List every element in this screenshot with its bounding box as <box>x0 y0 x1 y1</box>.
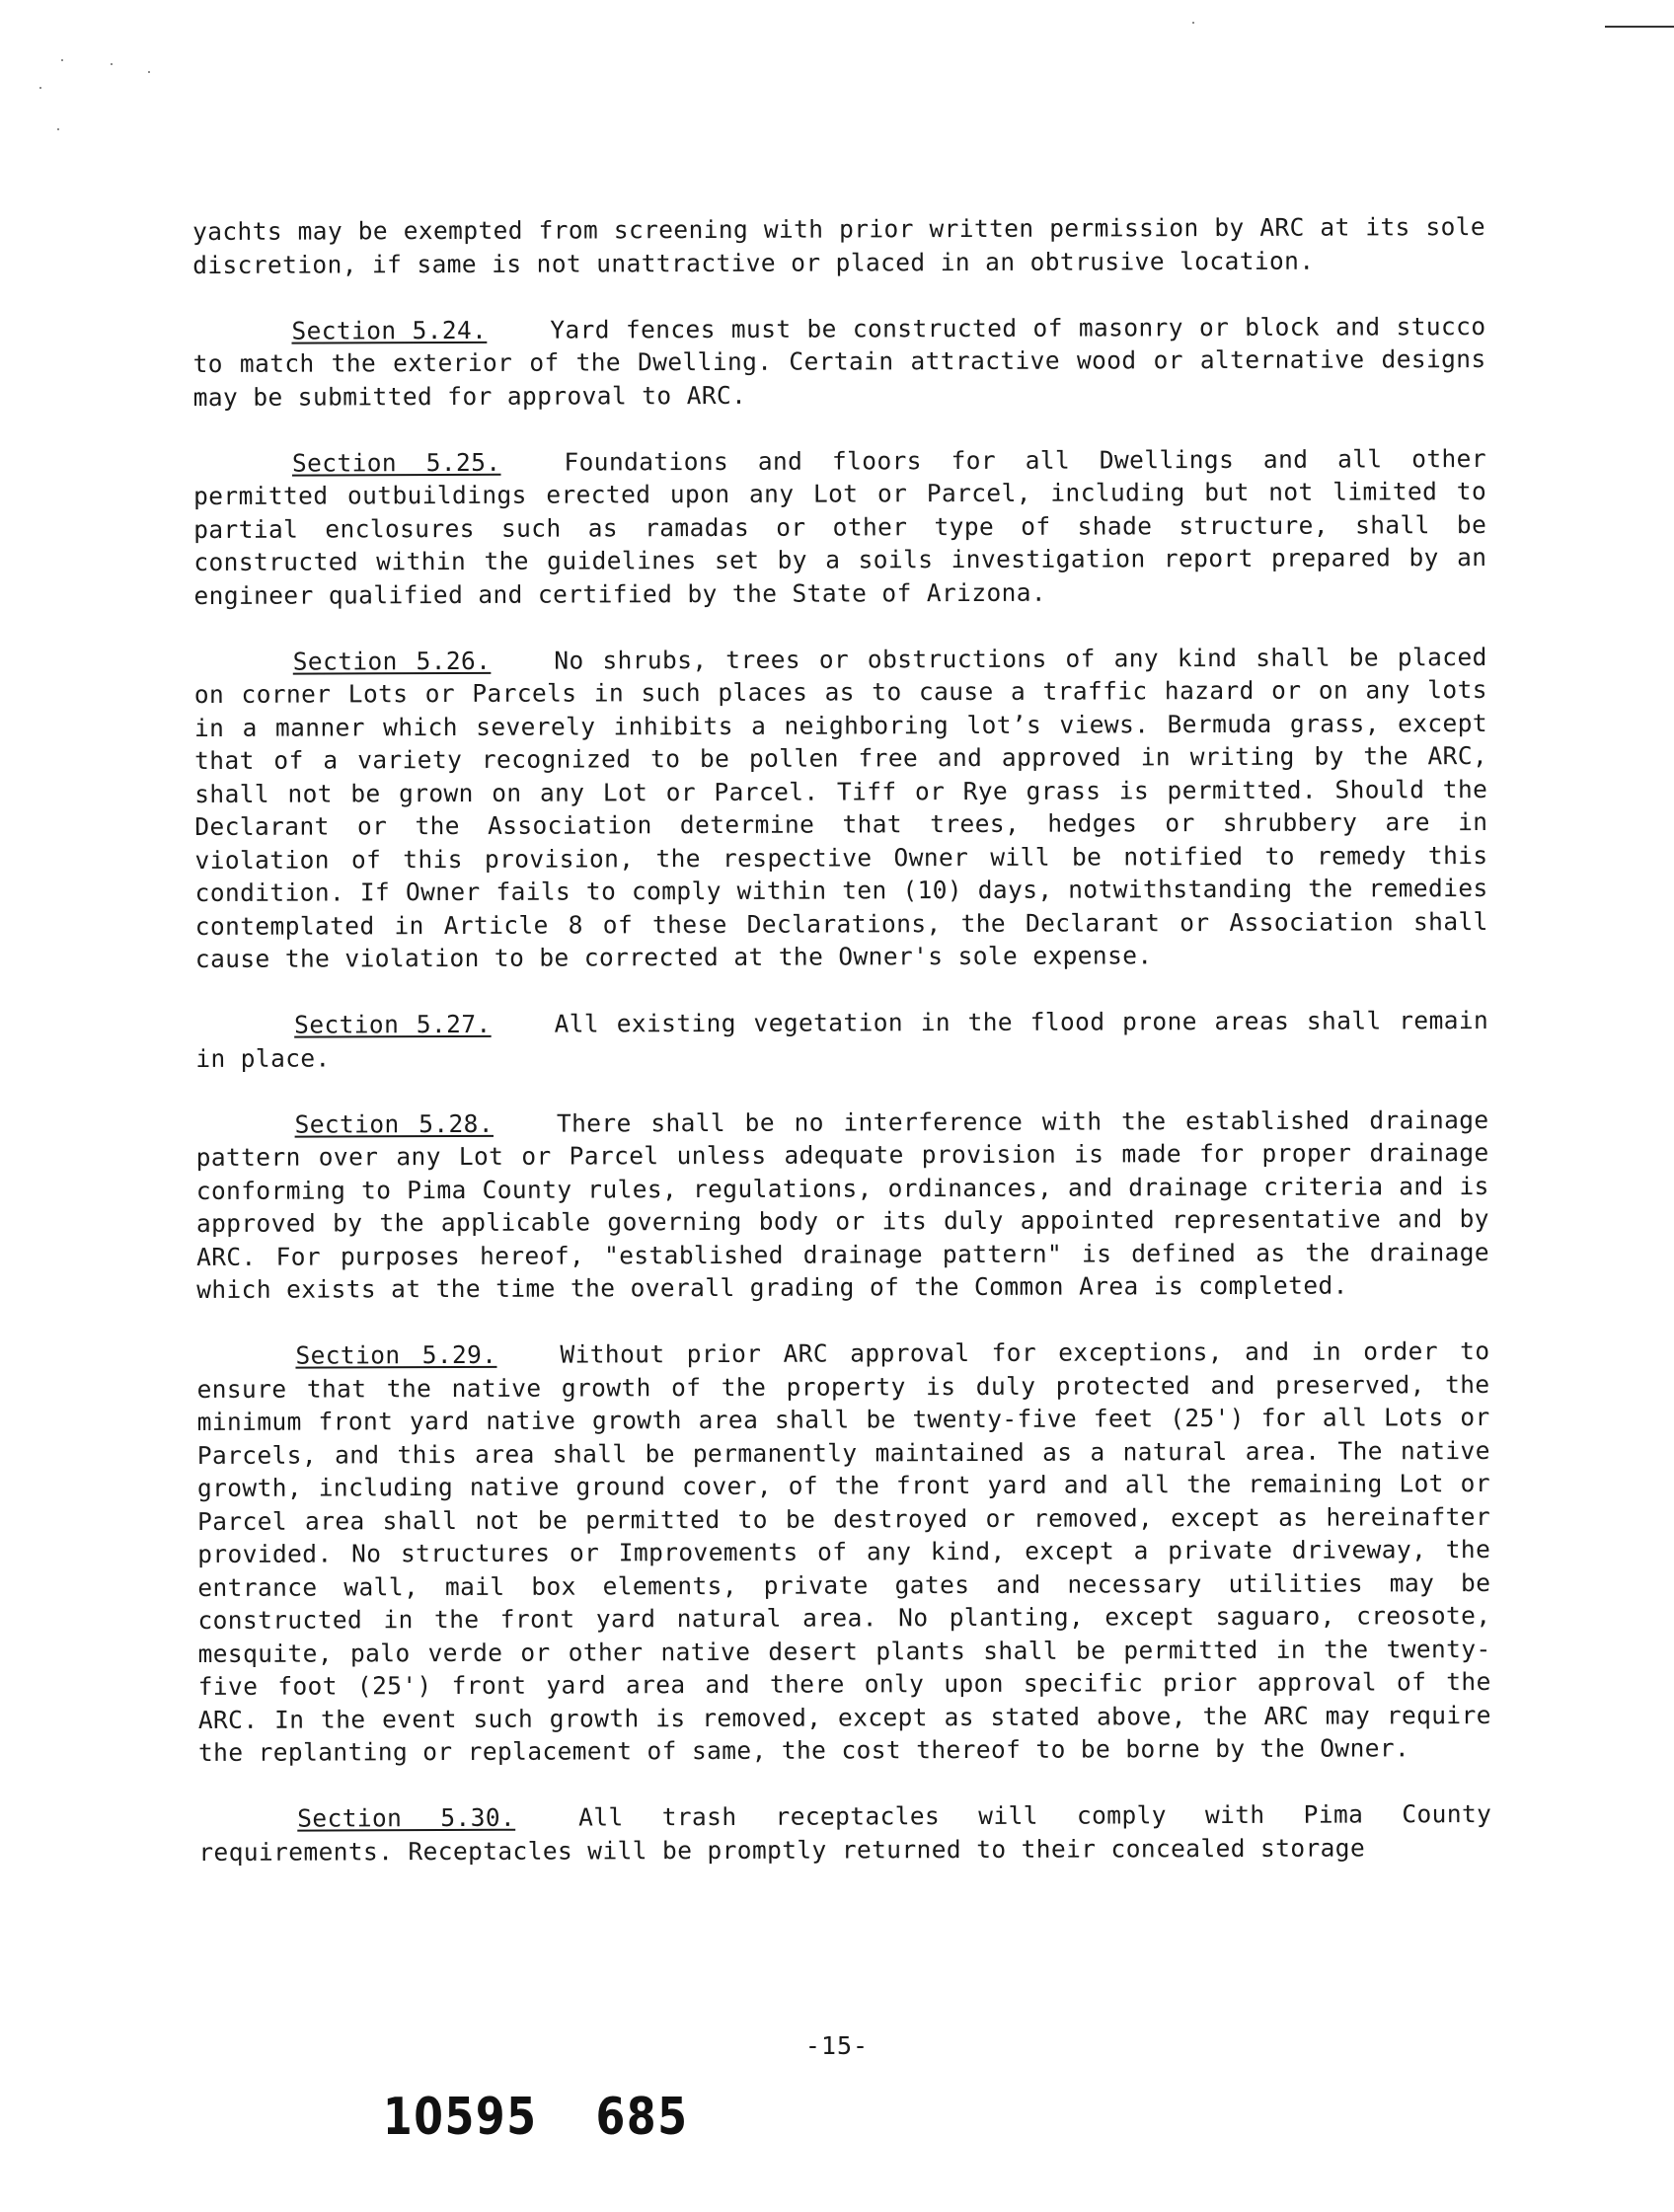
section-heading: Section 5.24. <box>291 315 488 345</box>
scan-speck <box>1192 22 1194 24</box>
section-heading: Section 5.30. <box>297 1802 516 1833</box>
section-5-30 <box>198 1797 1491 1869</box>
docket-page: 685 <box>595 2088 689 2147</box>
scan-speck <box>39 87 41 89</box>
section-text: No shrubs, trees or obstructions of any kind shall be placed on corner Lots or Parcels in such places as to cause a traffic hazard or on any lots in a manner which severely inhibits a neighboring lot’s views. Bermuda grass, except that of a variety recognized to be pollen free and approved in writing by the ARC, shall not be grown on any Lot or Parcel. Tiff or Rye grass is permitted. Should the Declarant or the Association determine that trees, hedges or shrubbery are in violation of this provision, the respective Owner will be notified to remedy this condition. If Owner fails to comply within ten (10) days, notwithstanding the remedies contemplated in Article 8 of these Declarations, the Declarant or Association shall cause the violation to be corrected at the Owner's sole expense. <box>193 642 1488 973</box>
scan-speck <box>61 59 63 61</box>
section-heading: Section 5.29. <box>295 1339 497 1370</box>
section-heading: Section 5.27. <box>294 1009 492 1039</box>
corner-rule-mark <box>1605 26 1674 28</box>
section-heading: Section 5.25. <box>291 447 501 478</box>
section-5-26 <box>194 640 1488 975</box>
scan-speck <box>111 63 113 65</box>
section-5-24 <box>192 309 1485 414</box>
section-text: Yard fences must be constructed of masonry or block and stucco to match the exterior of the Dwelling. Certain attractive wood or alternative designs may be submitted for approval to ARC. <box>192 311 1486 412</box>
document-body <box>192 210 1492 1902</box>
page-number: -15- <box>804 2031 870 2060</box>
section-text: Without prior ARC approval for exceptions, and in order to ensure that the native growth of the property is duly protected and preserved, the minimum front yard native growth area shall be twenty-five feet (25') for all Lots or Parcels, and this area shall be permanently maintained as a natural area. The native growth, including native ground cover, of the front yard and all the remaining Lot or Parcel area shall not be permitted to be destroyed or removed, except as hereinafter provided. No structures or Improvements of any kind, except a private driveway, the entrance wall, mail box elements, private gates and necessary utilities may be constructed in the front yard natural area. No planting, except saguaro, creosote, mesquite, palo verde or other native desert plants shall be permitted in the twenty-five foot (25') front yard area and there only upon specific prior approval of the ARC. In the event such growth is removed, except as stated above, the ARC may require the replanting or replacement of same, the cost thereof to be borne by the Owner. <box>196 1335 1491 1767</box>
section-text: All existing vegetation in the flood prone areas shall remain in place. <box>195 1005 1489 1073</box>
intro-paragraph: yachts may be exempted from screening with prior written permission by ARC at its sole discretion, if same is not unattractive or placed in an obtrusive location. <box>192 211 1486 279</box>
section-heading: Section 5.28. <box>294 1108 494 1139</box>
section-5-25 <box>193 441 1487 612</box>
docket-number: 10595 <box>383 2088 538 2147</box>
section-text: All trash receptacles will comply with Pima County requirements. Receptacles will be promptly returned to their concealed storage <box>198 1798 1492 1867</box>
recording-stamp <box>383 2088 689 2147</box>
section-5-29 <box>196 1335 1491 1770</box>
scan-speck <box>57 128 59 130</box>
section-5-27 <box>195 1004 1488 1075</box>
scan-speck <box>148 71 150 73</box>
section-text: There shall be no interference with the established drainage pattern over any Lot or Parcel unless adequate provision is made for proper drainage conforming to Pima County rules, regulations, ordinances, and drainage criteria and is approved by the applicable governing body or its duly appointed representative and by ARC. For purposes hereof, "established drainage pattern" is defined as the drainage which exists at the time the overall grading of the Common Area is completed. <box>195 1105 1490 1304</box>
section-text: Foundations and floors for all Dwellings and all other permitted outbuildings erected upon any Lot or Parcel, including but not limited to partial enclosures such as ramadas or other type of shade structure, shall be constructed within the guidelines set by a soils investigation report prepared by an engineer qualified and certified by the State of Arizona. <box>193 443 1487 610</box>
section-5-28 <box>195 1103 1489 1306</box>
section-heading: Section 5.26. <box>292 646 492 676</box>
